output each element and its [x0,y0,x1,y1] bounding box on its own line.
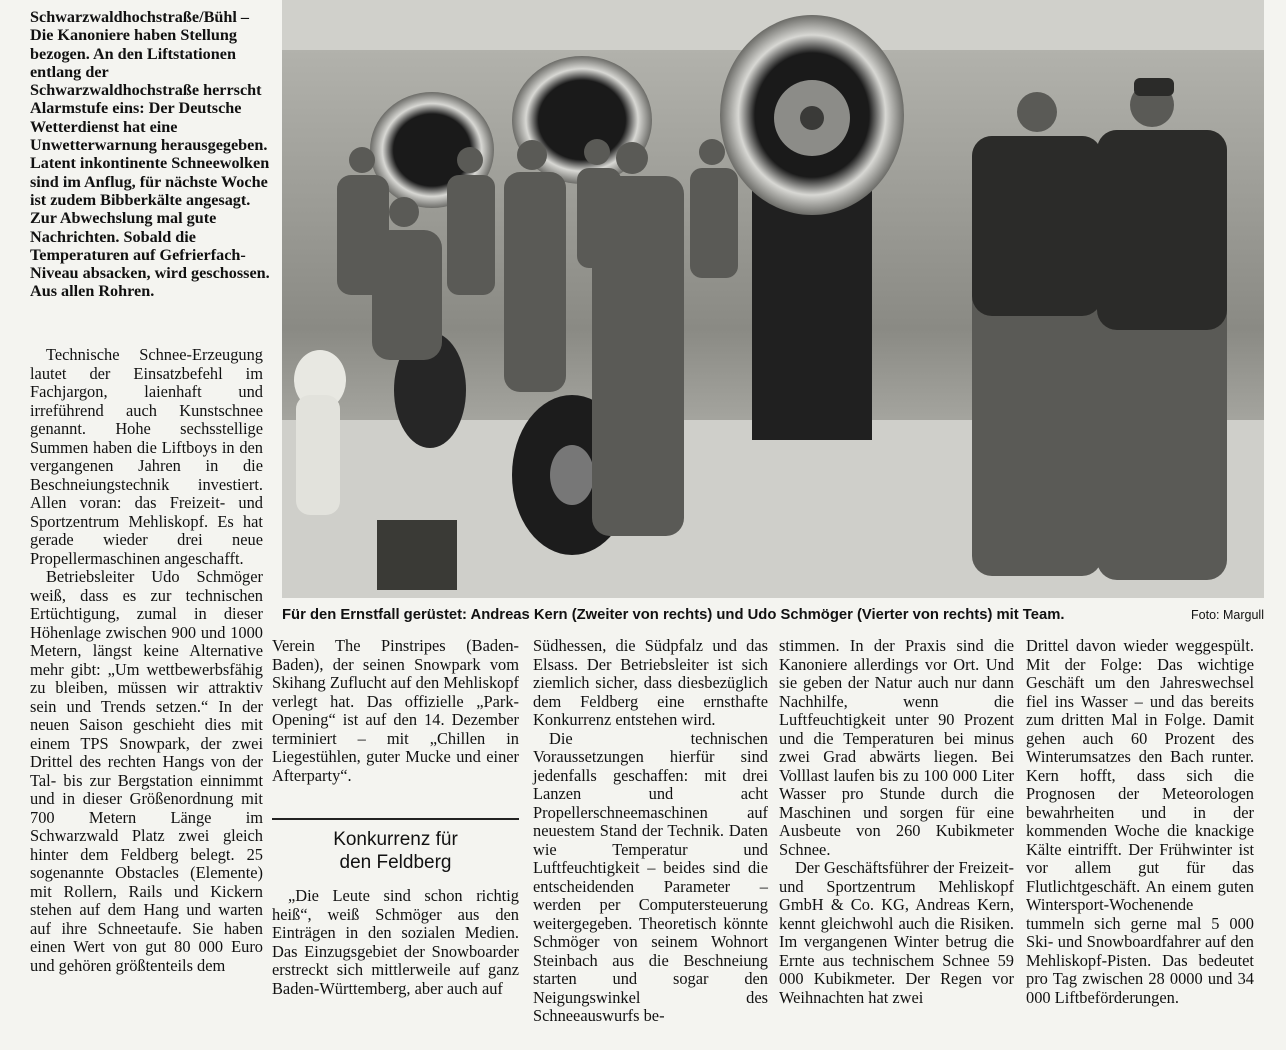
article-intro: Schwarzwaldhochstraße/Bühl – Die Kanoniere haben Stellung bezogen. An den Liftstationen entlang der Schwarzwaldhochstraße herrscht Alarmstufe eins: Der Deutsche Wetterdienst hat eine Unwetterwarnung herausgegeben. Latent inkontinente Schneewolken sind im Anflug, für nächste Woche ist zudem Bibberkälte angesagt. Zur Abwechslung mal gute Nachrichten. Sobald die Temperaturen auf Gefrierfach-Niveau absacken, wird geschossen. Aus allen Rohren. [30,8,270,301]
subheading-line-1: Konkurrenz für [333,829,458,850]
subheading-line-2: den Feldberg [339,852,452,873]
paragraph: Drittel davon wieder weggespült. Mit der Folge: Das wichtige Geschäft um den Jahreswechsel fiel ins Wasser – und das bereits zum dritten Mal in Folge. Damit gehen auch 60 Prozent des Winterumsatzes den Bach runter. Kern hofft, dass sich die Prognosen der Meteorologen bewahrheiten und in der kommenden Woche die knackige Kälte eintrifft. Der Frühwinter ist vor allem gut für das Flutlichtgeschäft. An einem guten Wintersport-Wochenende tummeln sich gerne mal 5 000 Ski- und Snowboardfahrer auf den Mehliskopf-Pisten. Das bedeutet pro Tag zwischen 28 0000 und 34 000 Liftbeförderungen. [1026,636,1254,1007]
paragraph: Der Geschäftsführer der Freizeit- und Sportzentrum Mehliskopf GmbH & Co. KG, Andreas Kern, kennt gleichwohl auch die Risiken. Im vergangenen Winter betrug die Ernte aus technischem Schnee 59 000 Kubikmeter. Der Regen vor Weihnachten hat zwei [779,858,1014,1007]
photo-credit: Foto: Margull [1191,608,1264,622]
paragraph: Südhessen, die Südpfalz und das Elsass. Der Betriebsleiter ist sich ziemlich sicher, dass diesbezüglich dem Feldberg eine ernsthafte Konkurrenz entstehen wird. [533,636,768,729]
column-2 [272,637,519,785]
snow-cannon-team-image [282,0,1264,598]
subheading [272,818,519,874]
column-3 [533,637,768,1026]
paragraph: Verein The Pinstripes (Baden-Baden), der seinen Snowpark vom Skihang Zuflucht auf den Mehliskopf verlegt hat. Das offizielle „Park-Opening“ ist auf den 14. Dezember terminiert – mit „Chillen in Liegestühlen, guter Mucke und einer Afterparty“. [272,636,519,785]
paragraph: Betriebsleiter Udo Schmöger weiß, dass es zur technischen Ertüchtigung, zumal in dieser Höhenlage zwischen 900 und 1000 Metern, längst keine Alternative mehr gibt: „Um wettbewerbsfähig zu bleiben, müssen wir attraktiv sein und Trends setzen.“ In der neuen Saison geschieht dies mit einem TPS Snowpark, der zwei Drittel des rechten Hangs von der Tal- bis zur Bergstation einnimmt und in dieser Größenordnung mit 700 Metern Länge im Schwarzwald Platz zwei gleich hinter dem Feldberg belegt. 25 sogenannte Obstacles (Elemente) mit Rollern, Rails und Kickern stehen auf dem Hang und warten auf ihre Schneetaufe. Sie haben einen Wert von gut 80 000 Euro und gehören größtenteils dem [30,567,263,975]
caption-text: Für den Ernstfall gerüstet: Andreas Kern (Zweiter von rechts) und Udo Schmöger (Vierter von rechts) mit Team. [282,607,1065,623]
photo-caption [282,606,1264,628]
paragraph: „Die Leute sind schon richtig heiß“, weiß Schmöger aus den Einträgen in den sozialen Medien. Das Einzugsgebiet der Snowboarder erstreckt sich mittlerweile auf ganz Baden-Württemberg, aber auch auf [272,886,519,998]
paragraph: Technische Schnee-Erzeugung lautet der Einsatzbefehl im Fachjargon, laienhaft und irreführend auch Kunstschnee genannt. Hohe sechsstellige Summen haben die Liftboys in den vergangenen Jahren in die Beschneiungstechnik investiert. Allen voran: das Freizeit- und Sportzentrum Mehliskopf. Es hat gerade wieder drei neue Propellermaschinen angeschafft. [30,345,263,568]
article-photo [282,0,1264,598]
paragraph: stimmen. In der Praxis sind die Kanoniere allerdings vor Ort. Und sie geben der Natur auch nur dann Nachhilfe, wenn die Luftfeuchtigkeit unter 90 Prozent und die Temperaturen bei minus zwei Grad abwärts liegen. Bei Volllast laufen bis zu 100 000 Liter Wasser pro Stunde durch die Maschinen und sorgen für eine Ausbeute von 260 Kubikmeter Schnee. [779,636,1014,859]
paragraph: Die technischen Voraussetzungen hierfür sind jedenfalls geschaffen: mit drei Lanzen und acht Propellerschneemaschinen auf neuestem Stand der Technik. Daten wie Temperatur und Luftfeuchtigkeit – beides sind die entscheidenden Parameter – werden per Computersteuerung weitergegeben. Theoretisch könnte Schmöger von seinem Wohnort Steinbach aus die Beschneiung starten und sogar den Neigungswinkel des Schneeauswurfs be- [533,728,768,1025]
column-2-continued [272,887,519,998]
column-4 [779,637,1014,1007]
column-5 [1026,637,1254,1007]
column-1 [30,346,263,975]
